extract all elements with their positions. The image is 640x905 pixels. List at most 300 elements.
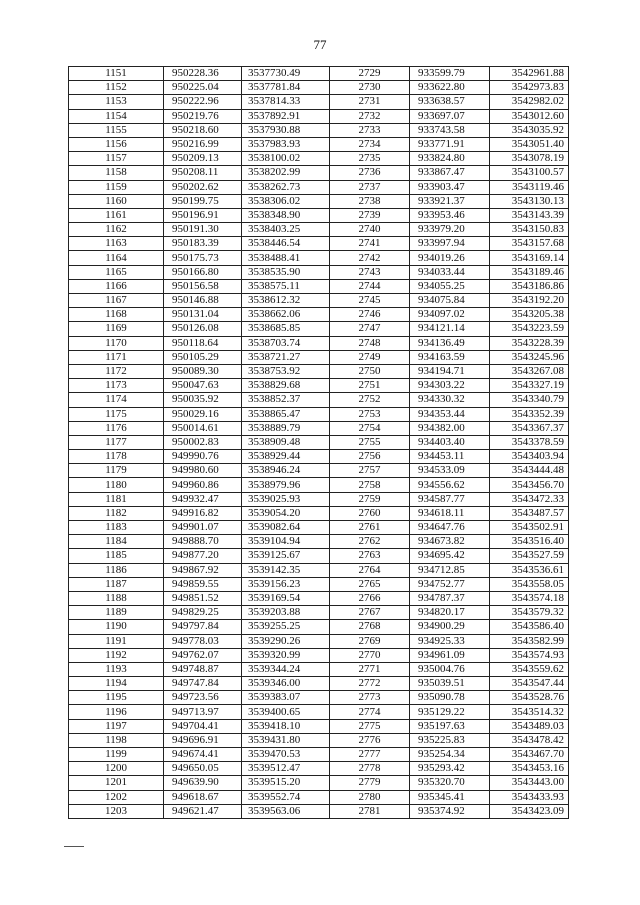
x-coordinate-right: 934121.14 bbox=[410, 322, 490, 336]
y-coordinate-right: 3543327.19 bbox=[490, 379, 569, 393]
point-number-right: 2763 bbox=[330, 549, 410, 563]
point-number-left: 1164 bbox=[69, 251, 164, 265]
point-number-right: 2734 bbox=[330, 137, 410, 151]
point-number-right: 2757 bbox=[330, 464, 410, 478]
table-row bbox=[69, 364, 569, 378]
table-row bbox=[69, 81, 569, 95]
table-row bbox=[69, 421, 569, 435]
x-coordinate-left: 950166.80 bbox=[164, 265, 242, 279]
x-coordinate-right: 934194.71 bbox=[410, 364, 490, 378]
y-coordinate-right: 3543558.05 bbox=[490, 577, 569, 591]
y-coordinate-left: 3538703.74 bbox=[242, 336, 330, 350]
y-coordinate-left: 3537930.88 bbox=[242, 123, 330, 137]
x-coordinate-left: 950029.16 bbox=[164, 407, 242, 421]
x-coordinate-left: 950126.08 bbox=[164, 322, 242, 336]
y-coordinate-left: 3538829.68 bbox=[242, 379, 330, 393]
table-row bbox=[69, 691, 569, 705]
table-row bbox=[69, 109, 569, 123]
y-coordinate-left: 3539512.47 bbox=[242, 762, 330, 776]
x-coordinate-right: 934353.44 bbox=[410, 407, 490, 421]
table-row bbox=[69, 251, 569, 265]
x-coordinate-left: 949713.97 bbox=[164, 705, 242, 719]
point-number-left: 1189 bbox=[69, 606, 164, 620]
point-number-right: 2761 bbox=[330, 521, 410, 535]
x-coordinate-right: 934925.33 bbox=[410, 634, 490, 648]
y-coordinate-left: 3537781.84 bbox=[242, 81, 330, 95]
point-number-right: 2756 bbox=[330, 450, 410, 464]
x-coordinate-left: 949704.41 bbox=[164, 719, 242, 733]
x-coordinate-left: 949990.76 bbox=[164, 450, 242, 464]
x-coordinate-right: 934787.37 bbox=[410, 591, 490, 605]
x-coordinate-right: 934647.76 bbox=[410, 521, 490, 535]
point-number-right: 2736 bbox=[330, 166, 410, 180]
point-number-left: 1185 bbox=[69, 549, 164, 563]
y-coordinate-right: 3543205.38 bbox=[490, 308, 569, 322]
point-number-right: 2751 bbox=[330, 379, 410, 393]
table-row bbox=[69, 521, 569, 535]
y-coordinate-left: 3538575.11 bbox=[242, 279, 330, 293]
table-row bbox=[69, 208, 569, 222]
x-coordinate-left: 950196.91 bbox=[164, 208, 242, 222]
y-coordinate-right: 3543119.46 bbox=[490, 180, 569, 194]
x-coordinate-right: 935345.41 bbox=[410, 790, 490, 804]
table-row bbox=[69, 563, 569, 577]
x-coordinate-right: 933997.94 bbox=[410, 237, 490, 251]
point-number-left: 1202 bbox=[69, 790, 164, 804]
point-number-left: 1167 bbox=[69, 294, 164, 308]
point-number-left: 1201 bbox=[69, 776, 164, 790]
point-number-left: 1158 bbox=[69, 166, 164, 180]
coordinates-table-body bbox=[69, 67, 569, 819]
y-coordinate-left: 3539142.35 bbox=[242, 563, 330, 577]
y-coordinate-right: 3543478.42 bbox=[490, 733, 569, 747]
point-number-right: 2776 bbox=[330, 733, 410, 747]
x-coordinate-right: 935254.34 bbox=[410, 748, 490, 762]
point-number-left: 1161 bbox=[69, 208, 164, 222]
y-coordinate-left: 3537814.33 bbox=[242, 95, 330, 109]
y-coordinate-left: 3539563.06 bbox=[242, 804, 330, 818]
y-coordinate-left: 3537983.93 bbox=[242, 137, 330, 151]
point-number-right: 2737 bbox=[330, 180, 410, 194]
y-coordinate-left: 3539418.10 bbox=[242, 719, 330, 733]
table-row bbox=[69, 804, 569, 818]
x-coordinate-right: 935225.83 bbox=[410, 733, 490, 747]
y-coordinate-right: 3543245.96 bbox=[490, 350, 569, 364]
point-number-right: 2781 bbox=[330, 804, 410, 818]
x-coordinate-left: 949723.56 bbox=[164, 691, 242, 705]
point-number-right: 2753 bbox=[330, 407, 410, 421]
point-number-right: 2747 bbox=[330, 322, 410, 336]
point-number-right: 2778 bbox=[330, 762, 410, 776]
y-coordinate-left: 3539346.00 bbox=[242, 677, 330, 691]
point-number-right: 2735 bbox=[330, 152, 410, 166]
x-coordinate-left: 950228.36 bbox=[164, 67, 242, 81]
point-number-right: 2764 bbox=[330, 563, 410, 577]
y-coordinate-right: 3543189.46 bbox=[490, 265, 569, 279]
table-row bbox=[69, 776, 569, 790]
point-number-left: 1171 bbox=[69, 350, 164, 364]
point-number-left: 1166 bbox=[69, 279, 164, 293]
x-coordinate-left: 950216.99 bbox=[164, 137, 242, 151]
point-number-right: 2771 bbox=[330, 662, 410, 676]
x-coordinate-right: 935129.22 bbox=[410, 705, 490, 719]
x-coordinate-left: 950146.88 bbox=[164, 294, 242, 308]
x-coordinate-right: 934673.82 bbox=[410, 535, 490, 549]
x-coordinate-left: 949916.82 bbox=[164, 506, 242, 520]
y-coordinate-right: 3543574.18 bbox=[490, 591, 569, 605]
point-number-right: 2770 bbox=[330, 648, 410, 662]
table-row bbox=[69, 577, 569, 591]
x-coordinate-left: 950035.92 bbox=[164, 393, 242, 407]
x-coordinate-left: 949867.92 bbox=[164, 563, 242, 577]
x-coordinate-right: 934382.00 bbox=[410, 421, 490, 435]
y-coordinate-left: 3538535.90 bbox=[242, 265, 330, 279]
point-number-left: 1179 bbox=[69, 464, 164, 478]
x-coordinate-right: 933622.80 bbox=[410, 81, 490, 95]
x-coordinate-left: 949618.67 bbox=[164, 790, 242, 804]
point-number-left: 1198 bbox=[69, 733, 164, 747]
x-coordinate-left: 950191.30 bbox=[164, 223, 242, 237]
table-row bbox=[69, 506, 569, 520]
x-coordinate-right: 934055.25 bbox=[410, 279, 490, 293]
x-coordinate-left: 950105.29 bbox=[164, 350, 242, 364]
table-row bbox=[69, 180, 569, 194]
x-coordinate-right: 934075.84 bbox=[410, 294, 490, 308]
y-coordinate-left: 3539400.65 bbox=[242, 705, 330, 719]
x-coordinate-right: 935090.78 bbox=[410, 691, 490, 705]
x-coordinate-left: 950156.58 bbox=[164, 279, 242, 293]
y-coordinate-right: 3543228.39 bbox=[490, 336, 569, 350]
x-coordinate-right: 935039.51 bbox=[410, 677, 490, 691]
y-coordinate-left: 3539431.80 bbox=[242, 733, 330, 747]
point-number-left: 1195 bbox=[69, 691, 164, 705]
x-coordinate-right: 934556.62 bbox=[410, 478, 490, 492]
table-row bbox=[69, 407, 569, 421]
point-number-left: 1193 bbox=[69, 662, 164, 676]
point-number-left: 1155 bbox=[69, 123, 164, 137]
point-number-right: 2730 bbox=[330, 81, 410, 95]
y-coordinate-left: 3539203.88 bbox=[242, 606, 330, 620]
y-coordinate-left: 3539104.94 bbox=[242, 535, 330, 549]
x-coordinate-right: 934618.11 bbox=[410, 506, 490, 520]
x-coordinate-left: 949980.60 bbox=[164, 464, 242, 478]
x-coordinate-left: 949748.87 bbox=[164, 662, 242, 676]
point-number-right: 2773 bbox=[330, 691, 410, 705]
x-coordinate-left: 949696.91 bbox=[164, 733, 242, 747]
point-number-left: 1190 bbox=[69, 620, 164, 634]
x-coordinate-right: 935004.76 bbox=[410, 662, 490, 676]
x-coordinate-left: 950218.60 bbox=[164, 123, 242, 137]
point-number-right: 2743 bbox=[330, 265, 410, 279]
x-coordinate-right: 933824.80 bbox=[410, 152, 490, 166]
x-coordinate-right: 933599.79 bbox=[410, 67, 490, 81]
y-coordinate-right: 3543467.70 bbox=[490, 748, 569, 762]
point-number-left: 1197 bbox=[69, 719, 164, 733]
y-coordinate-right: 3542973.83 bbox=[490, 81, 569, 95]
x-coordinate-right: 934712.85 bbox=[410, 563, 490, 577]
point-number-left: 1180 bbox=[69, 478, 164, 492]
point-number-right: 2759 bbox=[330, 492, 410, 506]
point-number-right: 2741 bbox=[330, 237, 410, 251]
point-number-left: 1151 bbox=[69, 67, 164, 81]
point-number-left: 1160 bbox=[69, 194, 164, 208]
point-number-right: 2739 bbox=[330, 208, 410, 222]
point-number-left: 1177 bbox=[69, 435, 164, 449]
x-coordinate-right: 934900.29 bbox=[410, 620, 490, 634]
x-coordinate-left: 950047.63 bbox=[164, 379, 242, 393]
point-number-left: 1157 bbox=[69, 152, 164, 166]
point-number-left: 1159 bbox=[69, 180, 164, 194]
table-row bbox=[69, 705, 569, 719]
x-coordinate-left: 950208.11 bbox=[164, 166, 242, 180]
y-coordinate-right: 3543150.83 bbox=[490, 223, 569, 237]
table-row bbox=[69, 790, 569, 804]
y-coordinate-left: 3538929.44 bbox=[242, 450, 330, 464]
x-coordinate-left: 949639.90 bbox=[164, 776, 242, 790]
x-coordinate-right: 934961.09 bbox=[410, 648, 490, 662]
point-number-right: 2777 bbox=[330, 748, 410, 762]
point-number-left: 1152 bbox=[69, 81, 164, 95]
point-number-right: 2760 bbox=[330, 506, 410, 520]
x-coordinate-right: 933743.58 bbox=[410, 123, 490, 137]
y-coordinate-left: 3539344.24 bbox=[242, 662, 330, 676]
x-coordinate-right: 934330.32 bbox=[410, 393, 490, 407]
y-coordinate-left: 3538753.92 bbox=[242, 364, 330, 378]
y-coordinate-left: 3538262.73 bbox=[242, 180, 330, 194]
x-coordinate-right: 935293.42 bbox=[410, 762, 490, 776]
x-coordinate-left: 950014.61 bbox=[164, 421, 242, 435]
x-coordinate-left: 949877.20 bbox=[164, 549, 242, 563]
y-coordinate-left: 3538685.85 bbox=[242, 322, 330, 336]
x-coordinate-right: 934303.22 bbox=[410, 379, 490, 393]
table-row bbox=[69, 762, 569, 776]
point-number-right: 2745 bbox=[330, 294, 410, 308]
point-number-right: 2748 bbox=[330, 336, 410, 350]
table-row bbox=[69, 393, 569, 407]
point-number-left: 1173 bbox=[69, 379, 164, 393]
x-coordinate-left: 950131.04 bbox=[164, 308, 242, 322]
table-row bbox=[69, 450, 569, 464]
y-coordinate-right: 3543403.94 bbox=[490, 450, 569, 464]
y-coordinate-left: 3539383.07 bbox=[242, 691, 330, 705]
point-number-right: 2779 bbox=[330, 776, 410, 790]
point-number-right: 2774 bbox=[330, 705, 410, 719]
x-coordinate-left: 950199.75 bbox=[164, 194, 242, 208]
x-coordinate-right: 933771.91 bbox=[410, 137, 490, 151]
y-coordinate-right: 3543528.76 bbox=[490, 691, 569, 705]
point-number-left: 1169 bbox=[69, 322, 164, 336]
point-number-left: 1196 bbox=[69, 705, 164, 719]
point-number-left: 1183 bbox=[69, 521, 164, 535]
x-coordinate-left: 949859.55 bbox=[164, 577, 242, 591]
y-coordinate-right: 3543514.32 bbox=[490, 705, 569, 719]
y-coordinate-left: 3538612.32 bbox=[242, 294, 330, 308]
point-number-left: 1154 bbox=[69, 109, 164, 123]
y-coordinate-left: 3538662.06 bbox=[242, 308, 330, 322]
y-coordinate-left: 3539025.93 bbox=[242, 492, 330, 506]
point-number-left: 1184 bbox=[69, 535, 164, 549]
y-coordinate-left: 3538852.37 bbox=[242, 393, 330, 407]
y-coordinate-left: 3539156.23 bbox=[242, 577, 330, 591]
y-coordinate-left: 3537892.91 bbox=[242, 109, 330, 123]
table-row bbox=[69, 279, 569, 293]
point-number-right: 2766 bbox=[330, 591, 410, 605]
x-coordinate-left: 950225.04 bbox=[164, 81, 242, 95]
point-number-right: 2775 bbox=[330, 719, 410, 733]
y-coordinate-right: 3543186.86 bbox=[490, 279, 569, 293]
page-number: 77 bbox=[313, 37, 327, 52]
point-number-right: 2738 bbox=[330, 194, 410, 208]
table-row bbox=[69, 223, 569, 237]
x-coordinate-left: 950219.76 bbox=[164, 109, 242, 123]
y-coordinate-left: 3539125.67 bbox=[242, 549, 330, 563]
y-coordinate-right: 3543536.61 bbox=[490, 563, 569, 577]
point-number-right: 2758 bbox=[330, 478, 410, 492]
y-coordinate-right: 3543559.62 bbox=[490, 662, 569, 676]
x-coordinate-left: 950222.96 bbox=[164, 95, 242, 109]
table-row bbox=[69, 748, 569, 762]
y-coordinate-right: 3543444.48 bbox=[490, 464, 569, 478]
point-number-left: 1186 bbox=[69, 563, 164, 577]
y-coordinate-left: 3539169.54 bbox=[242, 591, 330, 605]
x-coordinate-left: 949797.84 bbox=[164, 620, 242, 634]
table-row bbox=[69, 123, 569, 137]
point-number-left: 1188 bbox=[69, 591, 164, 605]
y-coordinate-right: 3543423.09 bbox=[490, 804, 569, 818]
table-row bbox=[69, 237, 569, 251]
point-number-left: 1174 bbox=[69, 393, 164, 407]
x-coordinate-left: 949778.03 bbox=[164, 634, 242, 648]
y-coordinate-right: 3543516.40 bbox=[490, 535, 569, 549]
x-coordinate-right: 934695.42 bbox=[410, 549, 490, 563]
y-coordinate-right: 3543547.44 bbox=[490, 677, 569, 691]
point-number-right: 2729 bbox=[330, 67, 410, 81]
x-coordinate-left: 949674.41 bbox=[164, 748, 242, 762]
y-coordinate-left: 3539470.53 bbox=[242, 748, 330, 762]
x-coordinate-left: 950002.83 bbox=[164, 435, 242, 449]
point-number-left: 1187 bbox=[69, 577, 164, 591]
x-coordinate-right: 935374.92 bbox=[410, 804, 490, 818]
x-coordinate-right: 933867.47 bbox=[410, 166, 490, 180]
y-coordinate-right: 3543453.16 bbox=[490, 762, 569, 776]
x-coordinate-right: 934403.40 bbox=[410, 435, 490, 449]
y-coordinate-right: 3543502.91 bbox=[490, 521, 569, 535]
y-coordinate-left: 3538348.90 bbox=[242, 208, 330, 222]
y-coordinate-left: 3538889.79 bbox=[242, 421, 330, 435]
x-coordinate-left: 949747.84 bbox=[164, 677, 242, 691]
table-row bbox=[69, 492, 569, 506]
x-coordinate-left: 949621.47 bbox=[164, 804, 242, 818]
table-row bbox=[69, 152, 569, 166]
y-coordinate-right: 3543157.68 bbox=[490, 237, 569, 251]
y-coordinate-right: 3543433.93 bbox=[490, 790, 569, 804]
x-coordinate-right: 934453.11 bbox=[410, 450, 490, 464]
x-coordinate-right: 934752.77 bbox=[410, 577, 490, 591]
x-coordinate-left: 949888.70 bbox=[164, 535, 242, 549]
table-row bbox=[69, 662, 569, 676]
point-number-right: 2755 bbox=[330, 435, 410, 449]
table-row bbox=[69, 549, 569, 563]
table-row bbox=[69, 733, 569, 747]
x-coordinate-left: 949901.07 bbox=[164, 521, 242, 535]
x-coordinate-right: 933921.37 bbox=[410, 194, 490, 208]
x-coordinate-right: 934533.09 bbox=[410, 464, 490, 478]
x-coordinate-left: 950183.39 bbox=[164, 237, 242, 251]
y-coordinate-right: 3542961.88 bbox=[490, 67, 569, 81]
y-coordinate-left: 3538946.24 bbox=[242, 464, 330, 478]
y-coordinate-right: 3543456.70 bbox=[490, 478, 569, 492]
table-row bbox=[69, 308, 569, 322]
x-coordinate-left: 950209.13 bbox=[164, 152, 242, 166]
table-row bbox=[69, 591, 569, 605]
point-number-right: 2749 bbox=[330, 350, 410, 364]
y-coordinate-right: 3543378.59 bbox=[490, 435, 569, 449]
y-coordinate-left: 3538865.47 bbox=[242, 407, 330, 421]
point-number-left: 1162 bbox=[69, 223, 164, 237]
y-coordinate-right: 3543472.33 bbox=[490, 492, 569, 506]
table-row bbox=[69, 478, 569, 492]
x-coordinate-left: 949851.52 bbox=[164, 591, 242, 605]
table-row bbox=[69, 194, 569, 208]
point-number-right: 2762 bbox=[330, 535, 410, 549]
y-coordinate-right: 3543035.92 bbox=[490, 123, 569, 137]
y-coordinate-right: 3543443.00 bbox=[490, 776, 569, 790]
table-row bbox=[69, 379, 569, 393]
y-coordinate-left: 3539290.26 bbox=[242, 634, 330, 648]
y-coordinate-right: 3543143.39 bbox=[490, 208, 569, 222]
point-number-right: 2750 bbox=[330, 364, 410, 378]
y-coordinate-left: 3538100.02 bbox=[242, 152, 330, 166]
x-coordinate-left: 949762.07 bbox=[164, 648, 242, 662]
x-coordinate-right: 934163.59 bbox=[410, 350, 490, 364]
point-number-left: 1200 bbox=[69, 762, 164, 776]
point-number-right: 2732 bbox=[330, 109, 410, 123]
coordinates-table bbox=[68, 66, 569, 819]
y-coordinate-left: 3538403.25 bbox=[242, 223, 330, 237]
point-number-right: 2754 bbox=[330, 421, 410, 435]
table-row bbox=[69, 634, 569, 648]
y-coordinate-right: 3543100.57 bbox=[490, 166, 569, 180]
point-number-left: 1170 bbox=[69, 336, 164, 350]
y-coordinate-right: 3543489.03 bbox=[490, 719, 569, 733]
point-number-right: 2752 bbox=[330, 393, 410, 407]
x-coordinate-left: 949960.86 bbox=[164, 478, 242, 492]
x-coordinate-left: 950118.64 bbox=[164, 336, 242, 350]
y-coordinate-right: 3543586.40 bbox=[490, 620, 569, 634]
y-coordinate-right: 3543267.08 bbox=[490, 364, 569, 378]
point-number-left: 1182 bbox=[69, 506, 164, 520]
table-row bbox=[69, 166, 569, 180]
x-coordinate-left: 950202.62 bbox=[164, 180, 242, 194]
point-number-left: 1191 bbox=[69, 634, 164, 648]
table-row bbox=[69, 719, 569, 733]
y-coordinate-right: 3543012.60 bbox=[490, 109, 569, 123]
point-number-left: 1163 bbox=[69, 237, 164, 251]
point-number-left: 1192 bbox=[69, 648, 164, 662]
y-coordinate-right: 3543367.37 bbox=[490, 421, 569, 435]
y-coordinate-left: 3538909.48 bbox=[242, 435, 330, 449]
table-row bbox=[69, 137, 569, 151]
x-coordinate-left: 950175.73 bbox=[164, 251, 242, 265]
point-number-left: 1176 bbox=[69, 421, 164, 435]
point-number-right: 2731 bbox=[330, 95, 410, 109]
y-coordinate-left: 3538202.99 bbox=[242, 166, 330, 180]
point-number-right: 2742 bbox=[330, 251, 410, 265]
table-row bbox=[69, 95, 569, 109]
x-coordinate-left: 949829.25 bbox=[164, 606, 242, 620]
point-number-right: 2769 bbox=[330, 634, 410, 648]
x-coordinate-right: 933979.20 bbox=[410, 223, 490, 237]
